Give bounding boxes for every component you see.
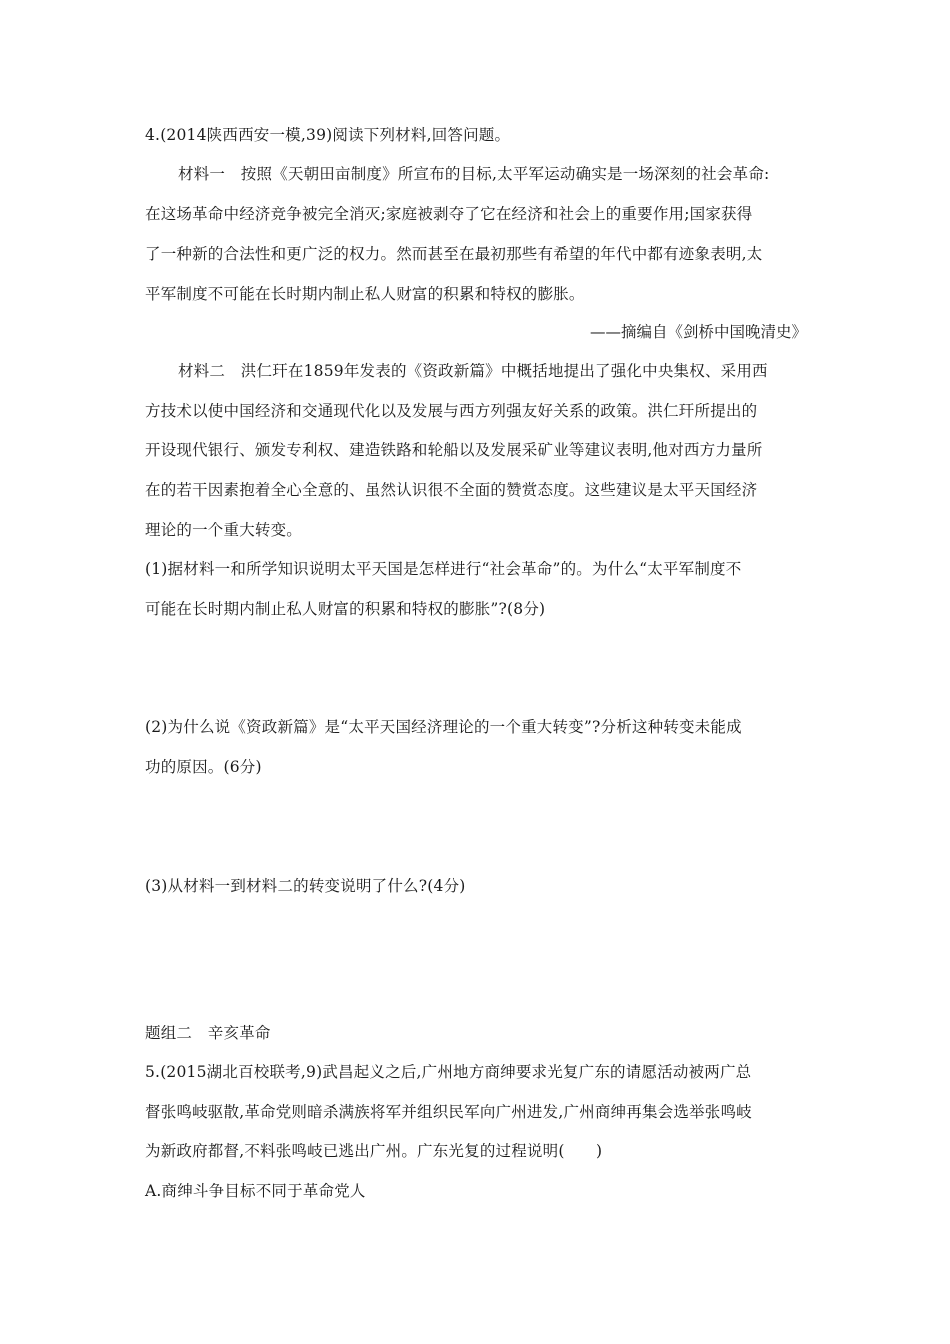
q4-header: 4.(2014陕西西安一模,39)阅读下列材料,回答问题。 <box>145 126 511 144</box>
material2-line-5: 理论的一个重大转变。 <box>145 521 303 539</box>
q5-line-1: 5.(2015湖北百校联考,9)武昌起义之后,广州地方商绅要求光复广东的请愿活动被两广总 <box>145 1063 752 1081</box>
material1-line-4: 平军制度不可能在长时期内制止私人财富的积累和特权的膨胀。 <box>145 285 585 303</box>
material2-line-3: 开设现代银行、颁发专利权、建造铁路和轮船以及发展采矿业等建议表明,他对西方力量所 <box>145 441 763 459</box>
q4-sub1-line-1: (1)据材料一和所学知识说明太平天国是怎样进行“社会革命”的。为什么“太平军制度不 <box>145 560 742 578</box>
group2-title: 题组二 辛亥革命 <box>145 1024 271 1042</box>
material1-line-2: 在这场革命中经济竞争被完全消灭;家庭被剥夺了它在经济和社会上的重要作用;国家获得 <box>145 205 753 223</box>
material1-source: ——摘编自《剑桥中国晚清史》 <box>589 323 807 341</box>
material1-line-3: 了一种新的合法性和更广泛的权力。然而甚至在最初那些有希望的年代中都有迹象表明,太 <box>145 245 763 263</box>
material2-line-1: 材料二 洪仁玕在1859年发表的《资政新篇》中概括地提出了强化中央集权、采用西 <box>178 362 768 380</box>
q5-line-2: 督张鸣岐驱散,革命党则暗杀满族将军并组织民军向广州进发,广州商绅再集会选举张鸣岐 <box>145 1103 752 1121</box>
q4-sub1-line-2: 可能在长时期内制止私人财富的积累和特权的膨胀”?(8分) <box>145 600 546 618</box>
material2-line-2: 方技术以使中国经济和交通现代化以及发展与西方列强友好关系的政策。洪仁玕所提出的 <box>145 402 758 420</box>
q5-line-3: 为新政府都督,不料张鸣岐已逃出广州。广东光复的过程说明( ) <box>145 1142 603 1160</box>
material2-line-4: 在的若干因素抱着全心全意的、虽然认识很不全面的赞赏态度。这些建议是太平天国经济 <box>145 481 758 499</box>
q5-option-a: A.商绅斗争目标不同于革命党人 <box>145 1182 366 1200</box>
q4-sub2-line-1: (2)为什么说《资政新篇》是“太平天国经济理论的一个重大转变”?分析这种转变未能成 <box>145 718 742 736</box>
material1-line-1: 材料一 按照《天朝田亩制度》所宣布的目标,太平军运动确实是一场深刻的社会革命: <box>178 165 770 183</box>
q4-sub3: (3)从材料一到材料二的转变说明了什么?(4分) <box>145 877 466 895</box>
q4-sub2-line-2: 功的原因。(6分) <box>145 758 262 776</box>
